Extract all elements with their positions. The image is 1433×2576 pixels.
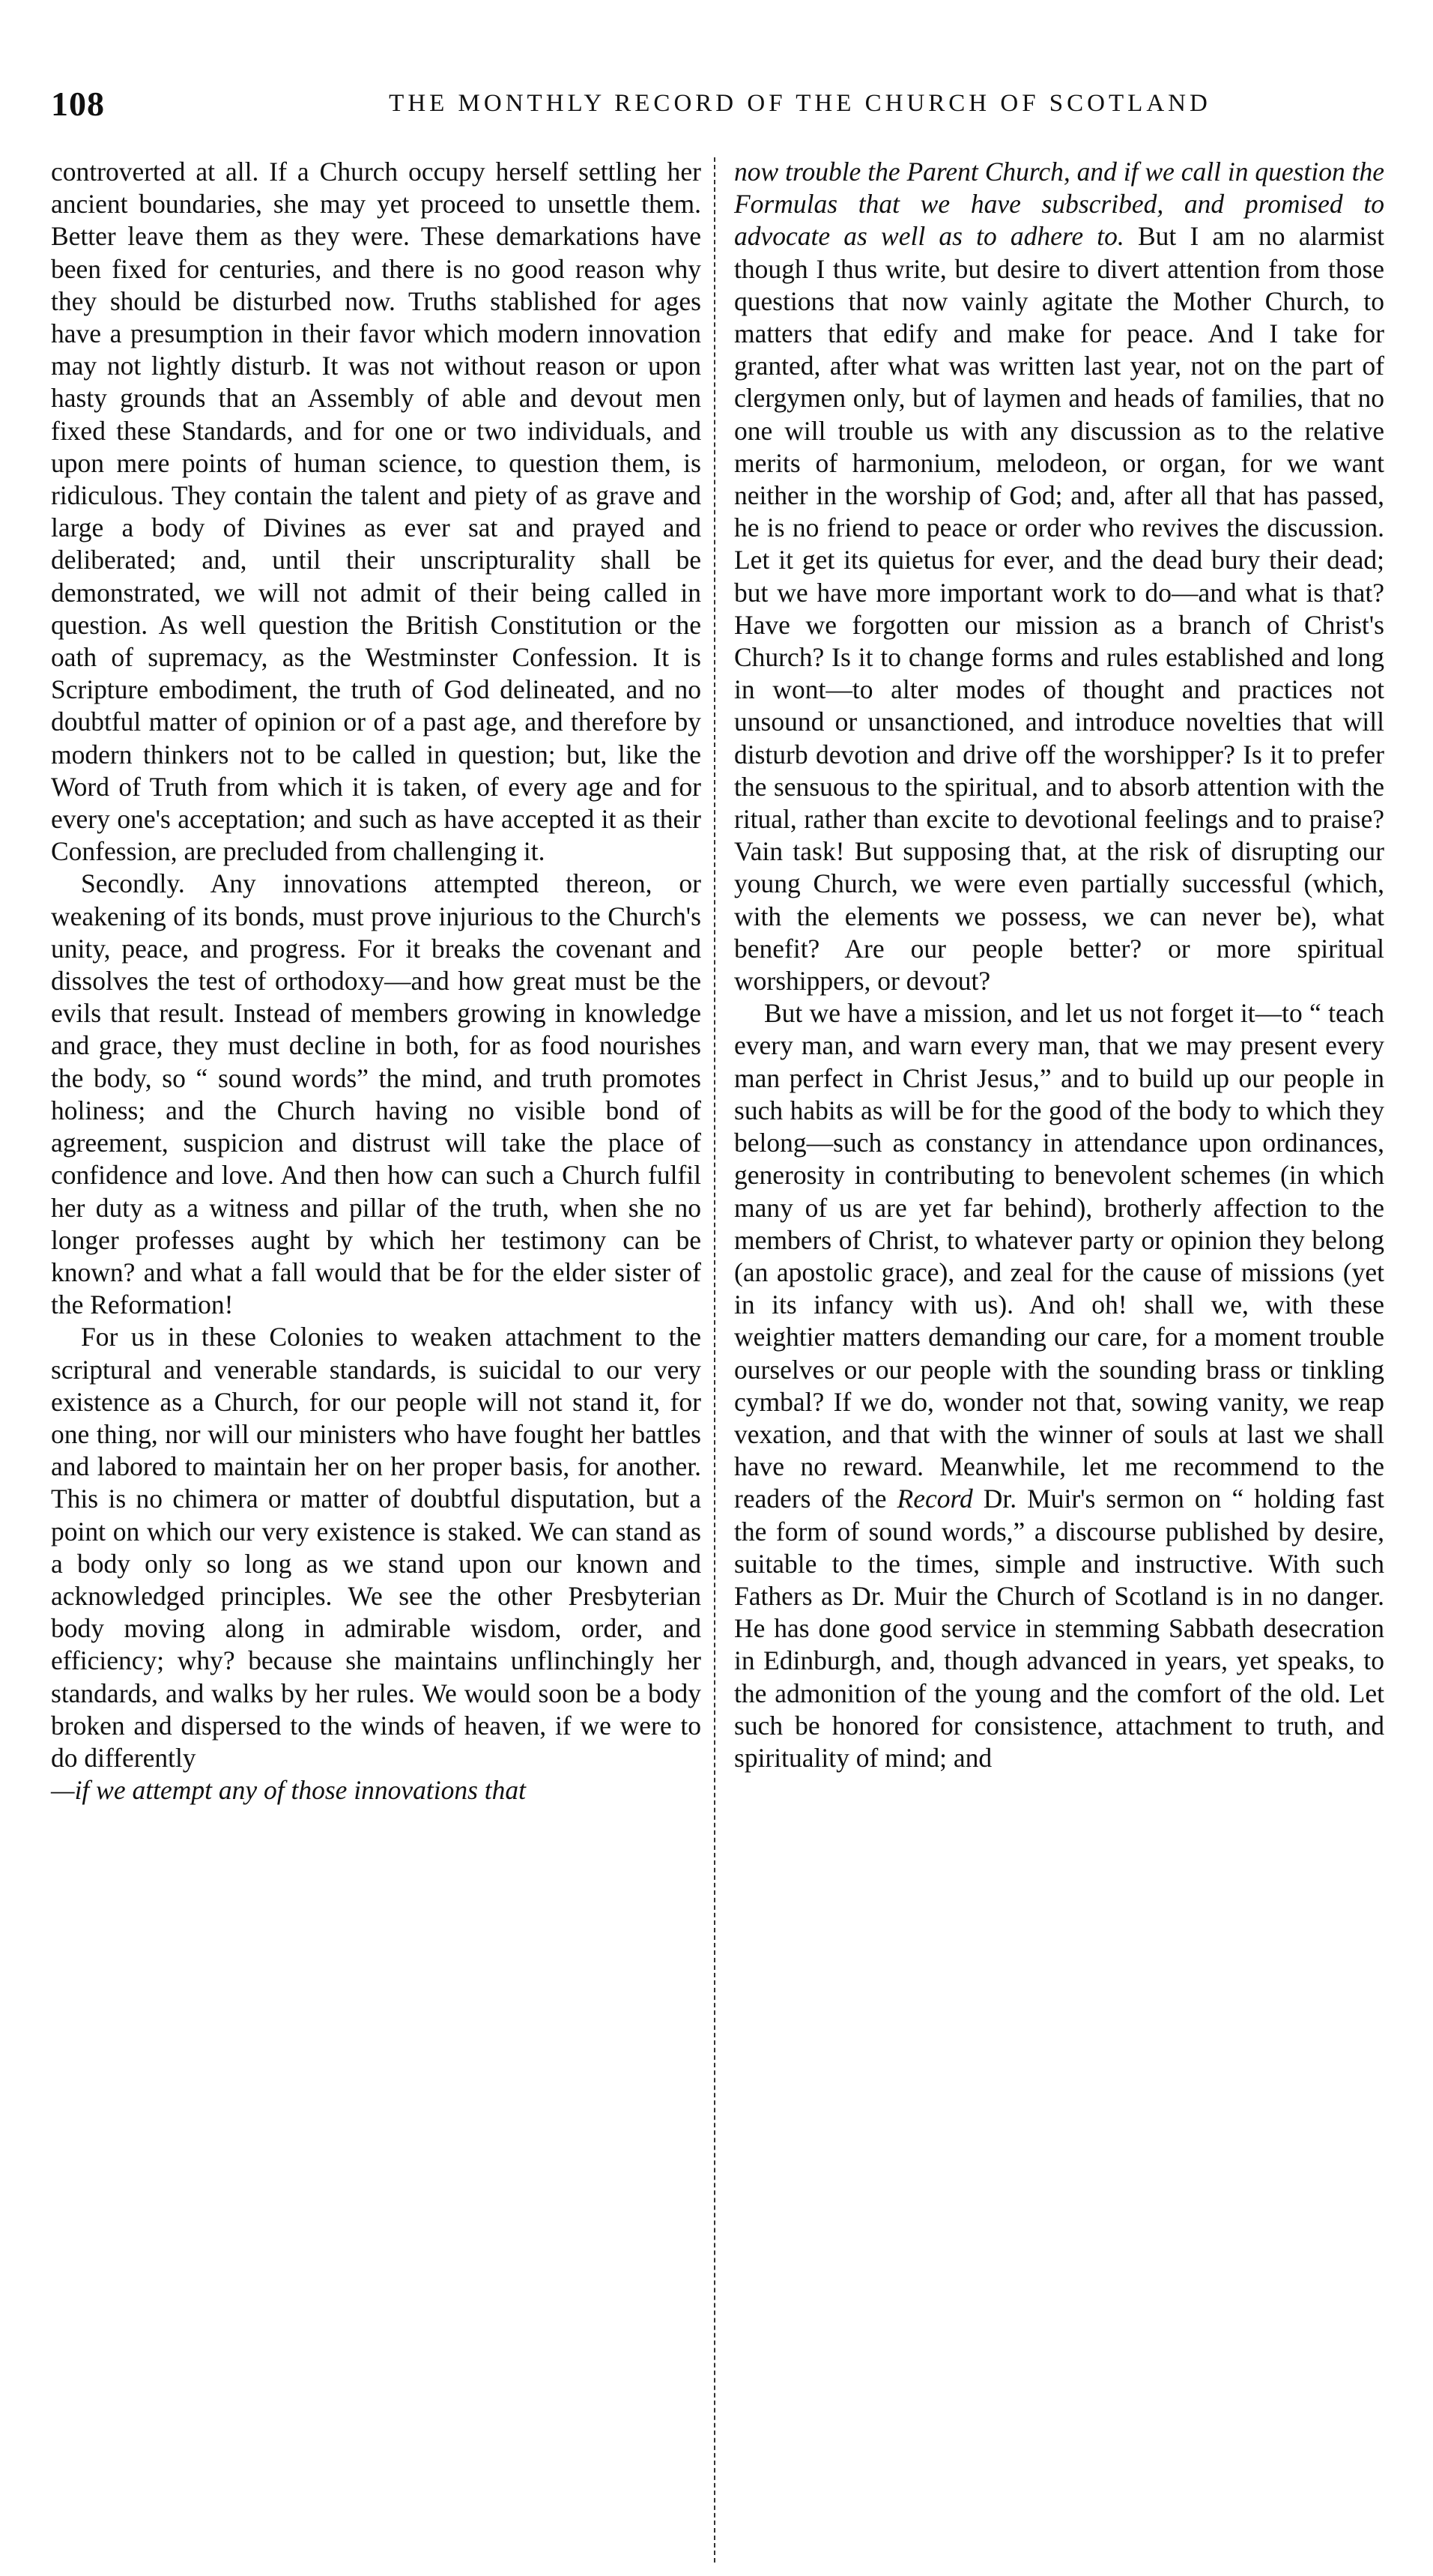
paragraph-mission-rest: Dr. Muir's sermon on “ holding fast the form of sound words,” a discourse published by desire, suitable to the times, simple and instructive. With such Fathers as Dr. Muir the Church of Scotland is in no danger. He has done good service in stemming Sabbath desecration in Edinburgh, and, though advanced in years, yet speaks, to the admonition of the young and the comfort of the old. Let such be honored for consistence, attachment to truth, and spirituality of mind; and: [734, 1484, 1385, 1773]
paragraph-colonies: [51, 1321, 701, 1806]
paragraph-parent-church: [734, 156, 1384, 997]
right-column: [734, 156, 1384, 1774]
record-title: Record: [897, 1484, 973, 1514]
paragraph-mission-text: But we have a mission, and let us not forget it—to “ teach every man, and warn every man, that we may present every man perfect in Christ Jesus,” and to build up our people in such habits as will be for the good of the body to which they belong—such as constancy in attendance upon ordinances, generosity in contributing to benevolent schemes (in which many of us are yet far behind), brotherly affection to the members of Christ, to whatever party or opinion they belong (an apostolic grace), and zeal for the cause of missions (yet in its infancy with us). And oh! shall we, with these weightier matters demanding our care, for a moment trouble ourselves or our people with the sounding brass or tinkling cymbal? If we do, wonder not that, sowing vanity, we reap vexation, and that with the winner of souls at last we shall have no reward. Meanwhile, let me recommend to the readers of the: [734, 998, 1384, 1514]
paragraph-secondly: Secondly. Any innovations attempted thereon, or weakening of its bonds, must prove injurious to the Church's unity, peace, and progress. For it breaks the covenant and dissolves the test of orthodoxy—and how great must be the evils that result. Instead of members growing in knowledge and grace, they must decline in both, for as food nourishes the body, so “ sound words” the mind, and truth promotes holiness; and the Church having no visible bond of agreement, suspicion and distrust will take the place of confidence and love. And then how can such a Church fulfil her duty as a witness and pillar of the truth, when she no longer professes aught by which her testimony can be known? and what a fall would that be for the elder sister of the Reformation!: [51, 868, 701, 1320]
running-head: THE MONTHLY RECORD OF THE CHURCH OF SCOTLAND: [389, 90, 1211, 117]
paragraph-colonies-italic-end: —if we attempt any of those innovations that: [51, 1775, 527, 1806]
left-column: [51, 156, 701, 1806]
page-header: [51, 84, 1369, 129]
paragraph-mission: [734, 997, 1384, 1774]
paragraph-confession: controverted at all. If a Church occupy herself settling her ancient boundaries, she may yet proceed to unsettle them. Better leave them as they were. These demarkations have been fixed for centuries, and there is no good reason why they should be disturbed now. Truths stablished for ages have a presumption in their favor which modern innovation may not lightly disturb. It was not without reason or upon hasty grounds that an Assembly of able and devout men fixed these Standards, and for one or two individuals, and upon mere points of human science, to question them, is ridiculous. They contain the talent and piety of as grave and large a body of Divines as ever sat and prayed and deliberated; and, until their unscripturality shall be demonstrated, we will not admit of their being called in question. As well question the British Constitution or the oath of supremacy, as the Westminster Confession. It is Scripture embodiment, the truth of God delineated, and no doubtful matter of opinion or of a past age, and therefore by modern thinkers not to be called in question; but, like the Word of Truth from which it is taken, of every age and for every one's acceptation; and such as have accepted it as their Confession, are precluded from challenging it.: [51, 157, 701, 867]
page-number: 108: [51, 85, 105, 123]
paragraph-parent-church-text: But I am no alarmist though I thus write, but desire to divert attention from those questions that now vainly agitate the Mother Church, to matters that edify and make for peace. And I take for granted, after what was written last year, not on the part of clergymen only, but of laymen and heads of families, that no one will trouble us with any discussion as to the relative merits of harmonium, melodeon, or organ, for we want neither in the worship of God; and, after all that has passed, he is no friend to peace or order who revives the discussion. Let it get its quietus for ever, and the dead bury their dead; but we have more important work to do—and what is that? Have we forgotten our mission as a branch of Christ's Church? Is it to change forms and rules established and long in wont—to alter modes of thought and practices not unsound or unsanctioned, and introduce novelties that will disturb devotion and drive off the worshipper? Is it to prefer the sensuous to the spiritual, and to absorb attention with the ritual, rather than excite to devotional feelings and to praise? Vain task! But supposing that, at the risk of disrupting our young Church, we were even partially successful (which, with the elements we possess, we can never be), what benefit? Are our people better? or more spiritual worshippers, or devout?: [734, 221, 1384, 997]
paragraph-colonies-text: For us in these Colonies to weaken attachment to the scriptural and venerable standards, is suicidal to our very existence as a Church, for our people will not stand it, for one thing, nor will our ministers who have fought her battles and labored to maintain her on her proper basis, for another. This is no chimera or matter of doubtful disputation, but a point on which our very existence is staked. We can stand as a body only so long as we stand upon our known and acknowledged principles. We see the other Presbyterian body moving along in admirable wisdom, order, and efficiency; why? because she maintains unflinchingly her standards, and walks by her rules. We would soon be a body broken and dispersed to the winds of heaven, if we were to do differently: [51, 1322, 701, 1773]
paragraph-parent-church-italic: now trouble the Parent Church, and if we call in question the Formulas that we have subscribed, and promised to advocate as well as to adhere to.: [734, 157, 1384, 252]
column-divider: [714, 157, 715, 2563]
